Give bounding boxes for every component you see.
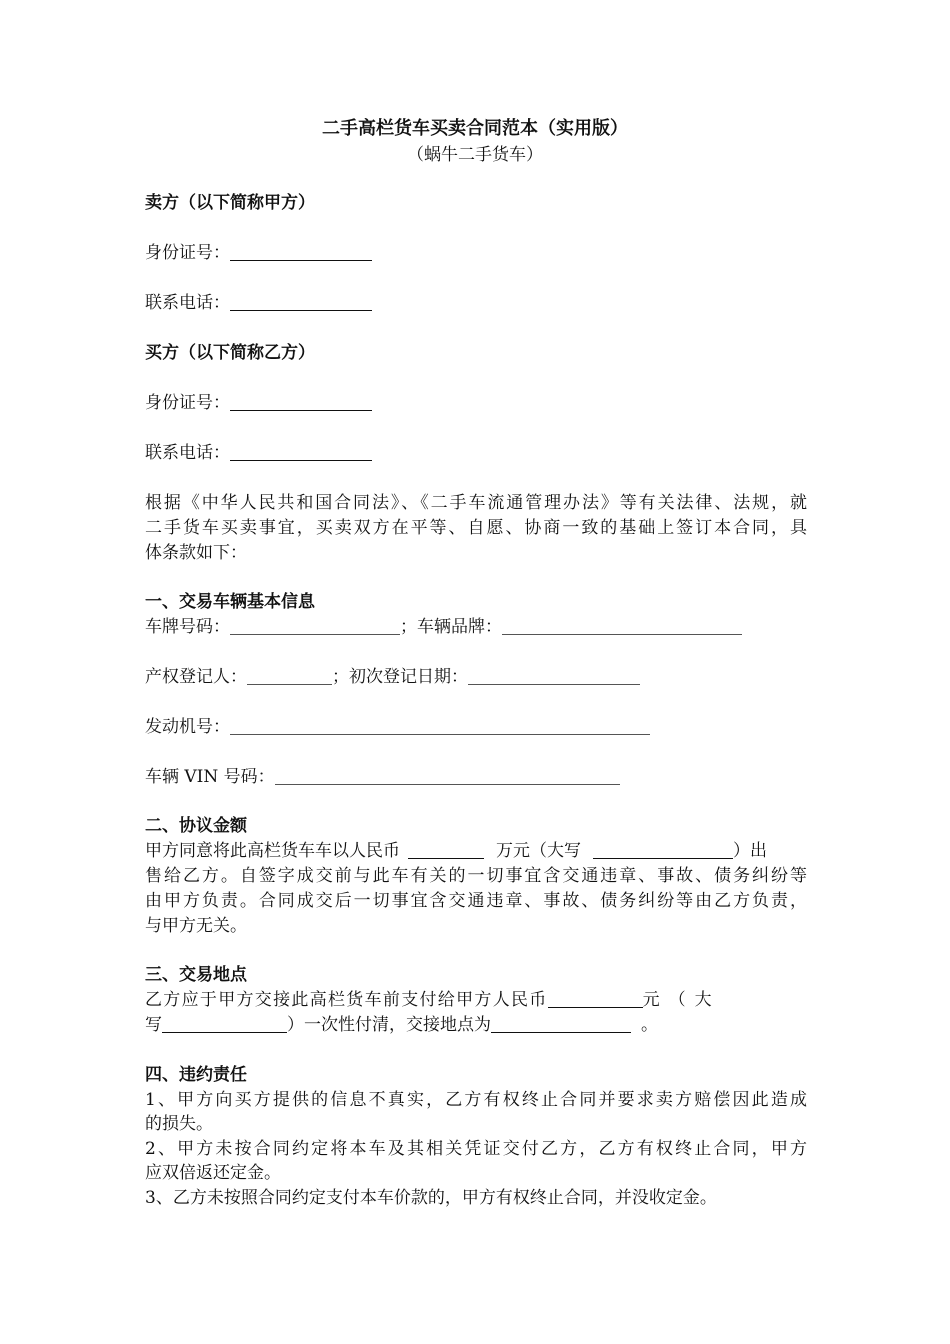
separator: ； bbox=[332, 667, 349, 687]
section4-line-4: 应双倍返还定金。 bbox=[145, 1163, 281, 1183]
payment-text-d: ）一次性付清，交接地点为 bbox=[287, 1015, 491, 1035]
buyer-id-field[interactable] bbox=[230, 392, 372, 411]
section2-heading: 二、协议金额 bbox=[145, 816, 247, 836]
document-title: 二手高栏货车买卖合同范本（实用版） bbox=[322, 118, 628, 139]
intro-line-1: 根据《中华人民共和国合同法》、《二手车流通管理办法》等有关法律、法规，就 bbox=[145, 493, 807, 513]
brand-field[interactable] bbox=[502, 616, 742, 635]
buyer-phone-field[interactable] bbox=[230, 442, 372, 461]
section2-line-3: 由甲方负责。合同成交后一切事宜含交通违章、事故、债务纠纷等由乙方负责， bbox=[145, 891, 807, 911]
engine-label: 发动机号： bbox=[145, 717, 230, 737]
section4-line-1: 1、甲方向买方提供的信息不真实，乙方有权终止合同并要求卖方赔偿因此造成 bbox=[145, 1090, 807, 1110]
section4-line-5: 3、乙方未按照合同约定支付本车价款的，甲方有权终止合同，并没收定金。 bbox=[145, 1188, 717, 1208]
plate-brand-row bbox=[145, 615, 742, 639]
payment-text-a: 乙方应于甲方交接此高栏货车前支付给甲方人民币 bbox=[145, 990, 548, 1010]
first-reg-label: 初次登记日期： bbox=[349, 667, 468, 687]
price-text-b: 万元（大写 bbox=[496, 841, 581, 861]
plate-field[interactable] bbox=[230, 616, 400, 635]
price-text-c: ）出 bbox=[733, 841, 767, 861]
engine-field[interactable] bbox=[230, 716, 650, 735]
price-words-field[interactable] bbox=[593, 840, 733, 859]
buyer-heading: 买方（以下简称乙方） bbox=[145, 343, 315, 363]
vin-row bbox=[145, 765, 620, 789]
vin-field[interactable] bbox=[275, 766, 620, 785]
location-field[interactable] bbox=[491, 1014, 631, 1033]
buyer-phone-label: 联系电话： bbox=[145, 443, 230, 463]
owner-date-row bbox=[145, 665, 640, 689]
owner-label: 产权登记人： bbox=[145, 667, 247, 687]
section4-line-3: 2、甲方未按合同约定将本车及其相关凭证交付乙方，乙方有权终止合同，甲方 bbox=[145, 1139, 807, 1159]
owner-field[interactable] bbox=[247, 666, 332, 685]
vin-label: 车辆 VIN 号码： bbox=[145, 767, 275, 787]
section4-line-2: 的损失。 bbox=[145, 1114, 213, 1134]
section2-line-4: 与甲方无关。 bbox=[145, 916, 247, 936]
intro-line-3: 体条款如下： bbox=[145, 543, 247, 563]
first-reg-field[interactable] bbox=[468, 666, 640, 685]
payment-row-2 bbox=[145, 1013, 658, 1037]
price-field[interactable] bbox=[408, 840, 484, 859]
seller-phone-row bbox=[145, 291, 372, 315]
seller-phone-label: 联系电话： bbox=[145, 293, 230, 313]
payment-row bbox=[145, 988, 807, 1012]
seller-id-row bbox=[145, 241, 372, 265]
brand-label: 车辆品牌： bbox=[417, 617, 502, 637]
document-subtitle: （蜗牛二手货车） bbox=[407, 145, 543, 165]
section3-heading: 三、交易地点 bbox=[145, 965, 247, 985]
price-text-a: 甲方同意将此高栏货车车以人民币 bbox=[145, 841, 400, 861]
seller-heading: 卖方（以下简称甲方） bbox=[145, 193, 315, 213]
buyer-id-label: 身份证号： bbox=[145, 393, 230, 413]
intro-line-2: 二手货车买卖事宜，买卖双方在平等、自愿、协商一致的基础上签订本合同，具 bbox=[145, 518, 807, 538]
payment-text-c: 写 bbox=[145, 1015, 162, 1035]
separator: ； bbox=[400, 617, 417, 637]
seller-id-field[interactable] bbox=[230, 242, 372, 261]
engine-row bbox=[145, 715, 650, 739]
price-row bbox=[145, 839, 807, 863]
buyer-phone-row bbox=[145, 441, 372, 465]
seller-phone-field[interactable] bbox=[230, 292, 372, 311]
payment-words-field[interactable] bbox=[162, 1014, 287, 1033]
seller-id-label: 身份证号： bbox=[145, 243, 230, 263]
payment-amount-field[interactable] bbox=[548, 989, 643, 1008]
section2-line-2: 售给乙方。自签字成交前与此车有关的一切事宜含交通违章、事故、债务纠纷等 bbox=[145, 866, 807, 886]
section1-heading: 一、交易车辆基本信息 bbox=[145, 592, 315, 612]
section4-heading: 四、违约责任 bbox=[145, 1065, 247, 1085]
plate-label: 车牌号码： bbox=[145, 617, 230, 637]
payment-text-e: 。 bbox=[641, 1015, 658, 1035]
payment-text-b: 元（大 bbox=[642, 990, 721, 1010]
buyer-id-row bbox=[145, 391, 372, 415]
